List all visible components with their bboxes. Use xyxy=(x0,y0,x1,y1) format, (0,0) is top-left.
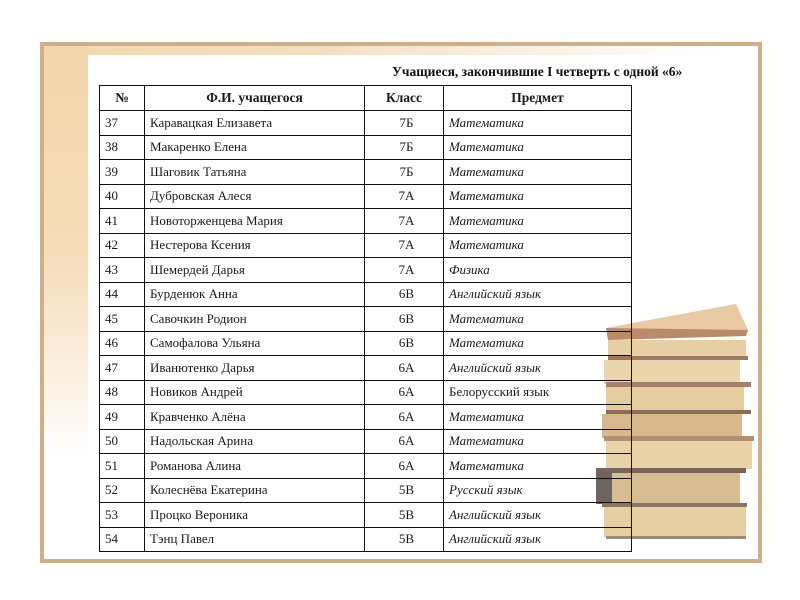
cell-name: Иванютенко Дарья xyxy=(145,356,365,381)
slide-title: Учащиеся, закончившие I четверть с одной «6» xyxy=(392,64,683,79)
cell-number: 52 xyxy=(100,478,145,503)
cell-name: Нестерова Ксения xyxy=(145,233,365,258)
cell-subject: Математика xyxy=(444,135,632,160)
table-row xyxy=(100,160,632,185)
cell-name: Шемердей Дарья xyxy=(145,258,365,283)
cell-subject: Английский язык xyxy=(444,356,632,381)
table-row xyxy=(100,503,632,528)
cell-class: 6А xyxy=(365,380,444,405)
cell-subject: Физика xyxy=(444,258,632,283)
cell-subject: Математика xyxy=(444,184,632,209)
cell-subject: Математика xyxy=(444,454,632,479)
cell-number: 53 xyxy=(100,503,145,528)
cell-class: 7Б xyxy=(365,160,444,185)
cell-name: Каравацкая Елизавета xyxy=(145,111,365,136)
cell-subject: Английский язык xyxy=(444,282,632,307)
cell-subject: Английский язык xyxy=(444,527,632,552)
cell-number: 38 xyxy=(100,135,145,160)
table-row xyxy=(100,135,632,160)
cell-class: 5В xyxy=(365,527,444,552)
cell-class: 7А xyxy=(365,184,444,209)
cell-number: 39 xyxy=(100,160,145,185)
cell-number: 51 xyxy=(100,454,145,479)
cell-number: 44 xyxy=(100,282,145,307)
table-row xyxy=(100,184,632,209)
cell-number: 49 xyxy=(100,405,145,430)
cell-class: 7А xyxy=(365,258,444,283)
cell-class: 6В xyxy=(365,307,444,332)
cell-class: 6В xyxy=(365,331,444,356)
cell-name: Макаренко Елена xyxy=(145,135,365,160)
cell-number: 46 xyxy=(100,331,145,356)
cell-subject: Математика xyxy=(444,429,632,454)
decorative-strip-left xyxy=(44,46,88,559)
cell-class: 7Б xyxy=(365,111,444,136)
table-header-row xyxy=(100,86,632,111)
decorative-strip-top xyxy=(44,46,758,55)
header-number: № xyxy=(100,86,145,111)
cell-class: 7Б xyxy=(365,135,444,160)
table-row xyxy=(100,454,632,479)
cell-number: 54 xyxy=(100,527,145,552)
cell-name: Надольская Арина xyxy=(145,429,365,454)
cell-number: 42 xyxy=(100,233,145,258)
students-table xyxy=(99,85,632,552)
table-row xyxy=(100,282,632,307)
cell-name: Новиков Андрей xyxy=(145,380,365,405)
cell-class: 6А xyxy=(365,356,444,381)
table-row xyxy=(100,356,632,381)
cell-subject: Математика xyxy=(444,111,632,136)
cell-name: Шаговик Татьяна xyxy=(145,160,365,185)
header-subject: Предмет xyxy=(444,86,632,111)
cell-class: 5В xyxy=(365,478,444,503)
table-row xyxy=(100,527,632,552)
cell-name: Романова Алина xyxy=(145,454,365,479)
cell-class: 6В xyxy=(365,282,444,307)
cell-number: 48 xyxy=(100,380,145,405)
cell-class: 6А xyxy=(365,405,444,430)
cell-subject: Математика xyxy=(444,307,632,332)
table-row xyxy=(100,209,632,234)
table-row xyxy=(100,331,632,356)
table-row xyxy=(100,111,632,136)
cell-name: Самофалова Ульяна xyxy=(145,331,365,356)
cell-class: 6А xyxy=(365,454,444,479)
table-row xyxy=(100,233,632,258)
cell-name: Колеснёва Екатерина xyxy=(145,478,365,503)
cell-class: 7А xyxy=(365,209,444,234)
cell-number: 50 xyxy=(100,429,145,454)
cell-subject: Математика xyxy=(444,160,632,185)
cell-subject: Белорусский язык xyxy=(444,380,632,405)
cell-name: Тэнц Павел xyxy=(145,527,365,552)
cell-name: Кравченко Алёна xyxy=(145,405,365,430)
table-row xyxy=(100,405,632,430)
table-row xyxy=(100,258,632,283)
cell-name: Савочкин Родион xyxy=(145,307,365,332)
header-class: Класс xyxy=(365,86,444,111)
cell-number: 40 xyxy=(100,184,145,209)
cell-class: 6А xyxy=(365,429,444,454)
cell-number: 43 xyxy=(100,258,145,283)
cell-number: 47 xyxy=(100,356,145,381)
table-row xyxy=(100,380,632,405)
cell-name: Новоторженцева Мария xyxy=(145,209,365,234)
cell-class: 7А xyxy=(365,233,444,258)
table-row xyxy=(100,429,632,454)
cell-subject: Математика xyxy=(444,209,632,234)
cell-name: Дубровская Алеся xyxy=(145,184,365,209)
cell-name: Процко Вероника xyxy=(145,503,365,528)
cell-subject: Математика xyxy=(444,331,632,356)
table-row xyxy=(100,478,632,503)
header-name: Ф.И. учащегося xyxy=(145,86,365,111)
cell-subject: Русский язык xyxy=(444,478,632,503)
table-row xyxy=(100,307,632,332)
cell-number: 37 xyxy=(100,111,145,136)
cell-class: 5В xyxy=(365,503,444,528)
cell-subject: Математика xyxy=(444,233,632,258)
cell-subject: Английский язык xyxy=(444,503,632,528)
cell-number: 41 xyxy=(100,209,145,234)
cell-number: 45 xyxy=(100,307,145,332)
cell-name: Бурденюк Анна xyxy=(145,282,365,307)
cell-subject: Математика xyxy=(444,405,632,430)
